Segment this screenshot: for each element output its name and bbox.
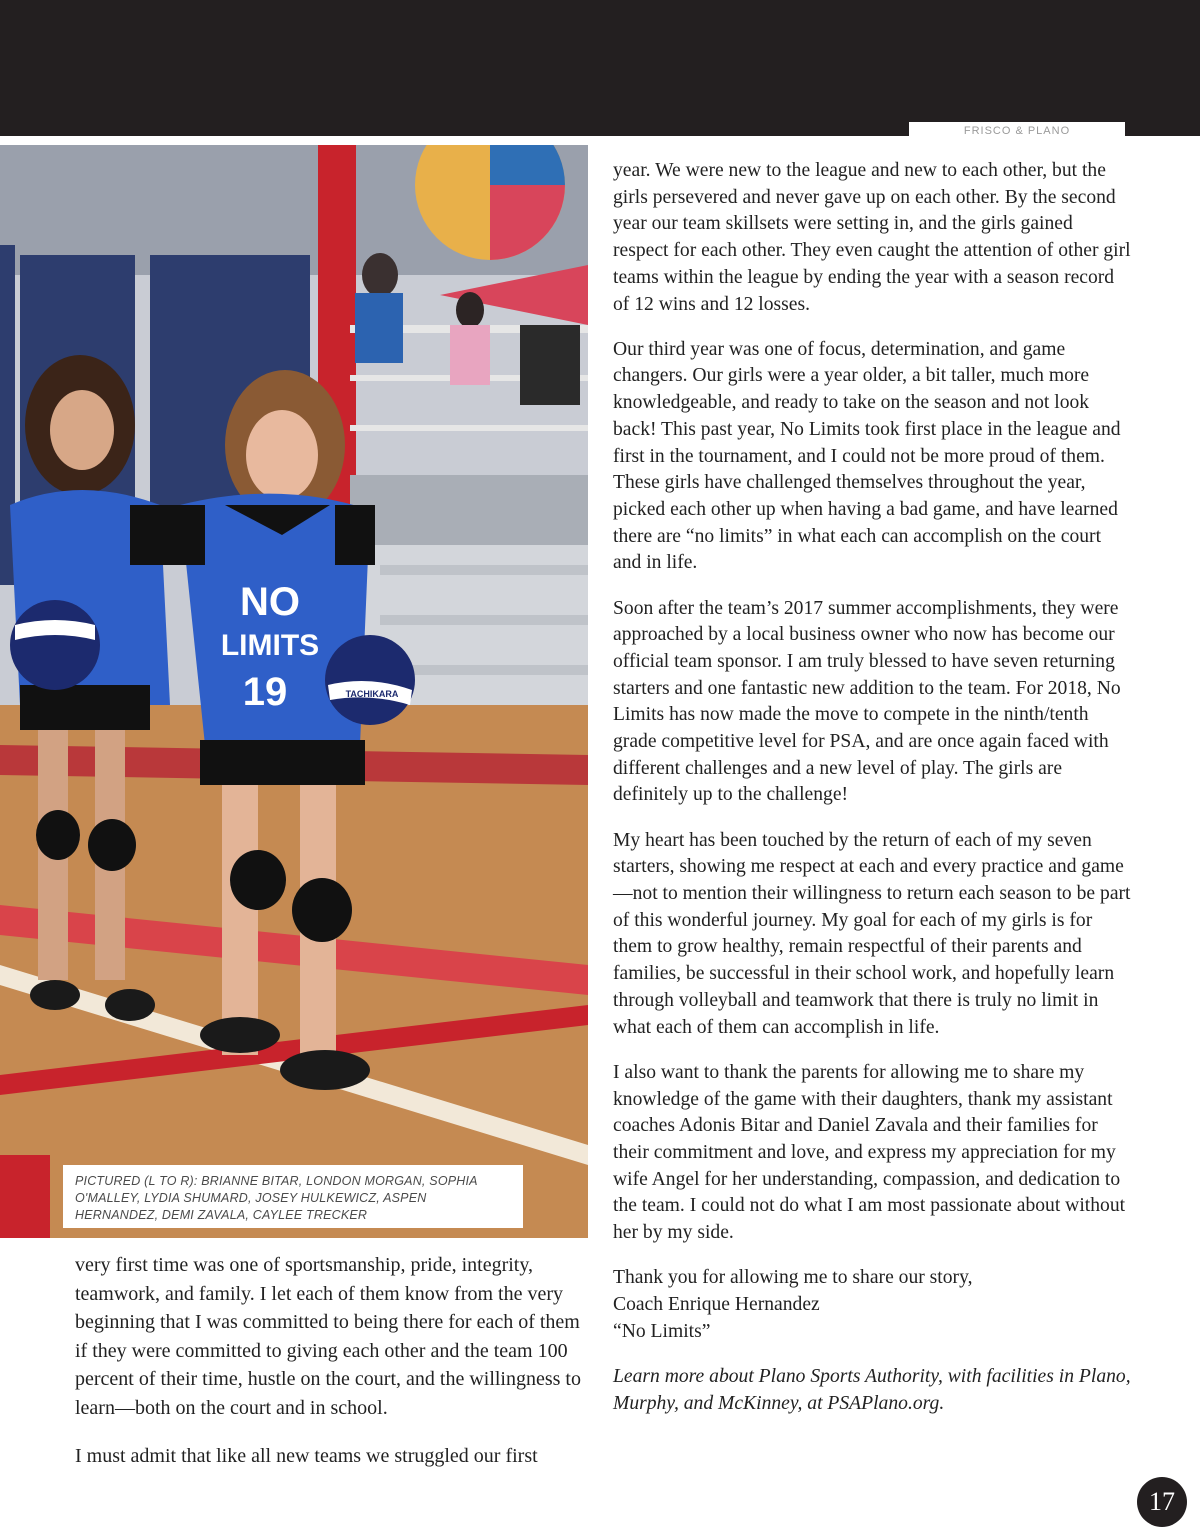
footer-note: Learn more about Plano Sports Authority, with facilities in Plano, Murphy, and McKinney, at PSAPlano.org. bbox=[613, 1365, 1131, 1414]
signoff bbox=[613, 1265, 1133, 1345]
section-label: FRISCO & PLANO bbox=[909, 122, 1125, 140]
right-paragraph-1: year. We were new to the league and new to each other, but the girls persevered and never gave up on each other. By the second year our team skillsets were setting in, and the girls gained respect for each other. They even caught the attention of other girl teams within the league by ending the year with a season record of 12 wins and 12 losses. bbox=[613, 160, 1131, 315]
signoff-line-2: Coach Enrique Hernandez bbox=[613, 1293, 820, 1315]
page-number: 17 bbox=[1137, 1477, 1187, 1527]
jersey-no: NO bbox=[240, 580, 300, 624]
signoff-line-1: Thank you for allowing me to share our story, bbox=[613, 1267, 973, 1289]
photo-illustration bbox=[0, 145, 588, 1238]
header-bar bbox=[0, 0, 1200, 136]
team-photo bbox=[0, 145, 588, 1238]
right-paragraph-2: Our third year was one of focus, determination, and game changers. Our girls were a year older, a bit taller, much more knowledgeable, and ready to take on the season and not look back! This past year, No Limits took first place in the league and first in the tournament, and I could not be more proud of them. These girls have challenged themselves throughout the year, picked each other up when having a bad game, and have learned there are “no limits” in what each can accomplish on the court and in life. bbox=[613, 338, 1121, 574]
left-column bbox=[75, 1251, 590, 1489]
photo-caption: PICTURED (L TO R): BRIANNE BITAR, LONDON MORGAN, SOPHIA O'MALLEY, LYDIA SHUMARD, JOSEY HULKEWICZ, ASPEN HERNANDEZ, DEMI ZAVALA, CAYLEE TRECKER bbox=[63, 1165, 523, 1228]
jersey-number: 19 bbox=[242, 670, 288, 714]
signoff-line-3: “No Limits” bbox=[613, 1320, 711, 1342]
right-paragraph-3: Soon after the team’s 2017 summer accomplishments, they were approached by a local business owner who now has become our official team sponsor. I am truly blessed to have seven returning starters and one fantastic new addition to the team. For 2018, No Limits has now made the move to compete in the ninth/tenth grade competitive level for PSA, and are once again faced with different challenges and a new level of play. The girls are definitely up to the challenge! bbox=[613, 597, 1121, 806]
right-paragraph-4: My heart has been touched by the return of each of my seven starters, showing me respect at each and every practice and game—not to mention their willingness to return each season to be part of this wonderful journey. My goal for each of my girls is for them to grow healthy, remain respectful of their parents and families, be successful in their school work, and hopefully learn through volleyball and teamwork that there is truly no limit in what each of them can accomplish in life. bbox=[613, 829, 1131, 1038]
right-column bbox=[613, 158, 1133, 1436]
jersey-limits: LIMITS bbox=[220, 629, 320, 662]
right-paragraph-5: I also want to thank the parents for allowing me to share my knowledge of the game with their daughters, thank my assistant coaches Adonis Bitar and Daniel Zavala and their families for their commitment and love, and express my appreciation for my wife Angel for her understanding, compassion, and dedication to the team. I could not do what I am most passionate about without her by my side. bbox=[613, 1061, 1126, 1244]
left-paragraph-1: very first time was one of sportsmanship, pride, integrity, teamwork, and family. I let each of them know from the very beginning that I was committed to being there for each of them if they were committed to giving each other and the team 100 percent of their time, hustle on the court, and the willingness to learn—both on the court and in school. bbox=[75, 1254, 581, 1419]
left-paragraph-2: I must admit that like all new teams we struggled our first bbox=[75, 1444, 538, 1467]
ball-brand: TACHIKARA bbox=[345, 689, 399, 699]
